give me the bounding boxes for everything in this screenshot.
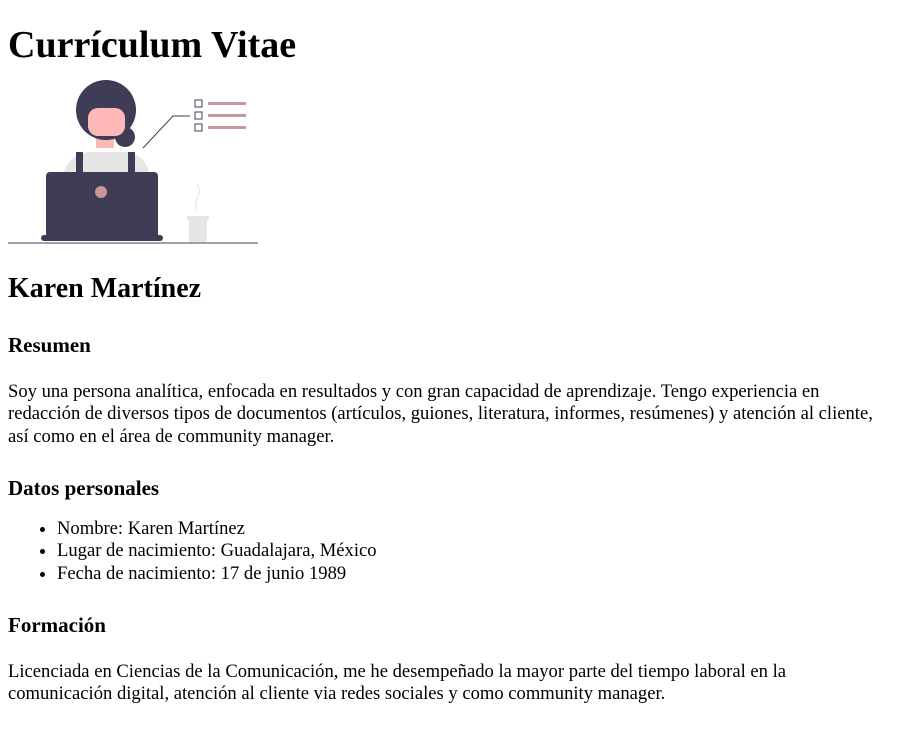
list-item: • Lugar de nacimiento: Guadalajara, México	[57, 540, 891, 562]
page-title: Currículum Vitae	[8, 24, 297, 66]
person-with-laptop-illustration	[8, 80, 258, 245]
list-item: • Nombre: Karen Martínez	[57, 518, 891, 540]
education-heading: Formación	[8, 613, 106, 638]
summary-heading: Resumen	[8, 332, 91, 357]
cv-page	[0, 24, 899, 706]
list-item: • Fecha de nacimiento: 17 de junio 1989	[57, 563, 891, 585]
summary-text: Soy una persona analítica, enfocada en resultados y con gran capacidad de aprendizaje. Tengo experiencia en redacción de diversos tipos de documentos (artículos, guiones, literatura, informes, resúmenes) y atención al cliente, así como en el área de community manager.	[8, 381, 873, 447]
person-name: Karen Martínez	[8, 272, 202, 304]
education-text: Licenciada en Ciencias de la Comunicación, me he desempeñado la mayor parte del tiempo laboral en la comunicación digital, atención al cliente via redes sociales y como community manager.	[8, 661, 787, 705]
personal-data-heading: Datos personales	[8, 475, 160, 500]
personal-data-list	[8, 518, 891, 585]
